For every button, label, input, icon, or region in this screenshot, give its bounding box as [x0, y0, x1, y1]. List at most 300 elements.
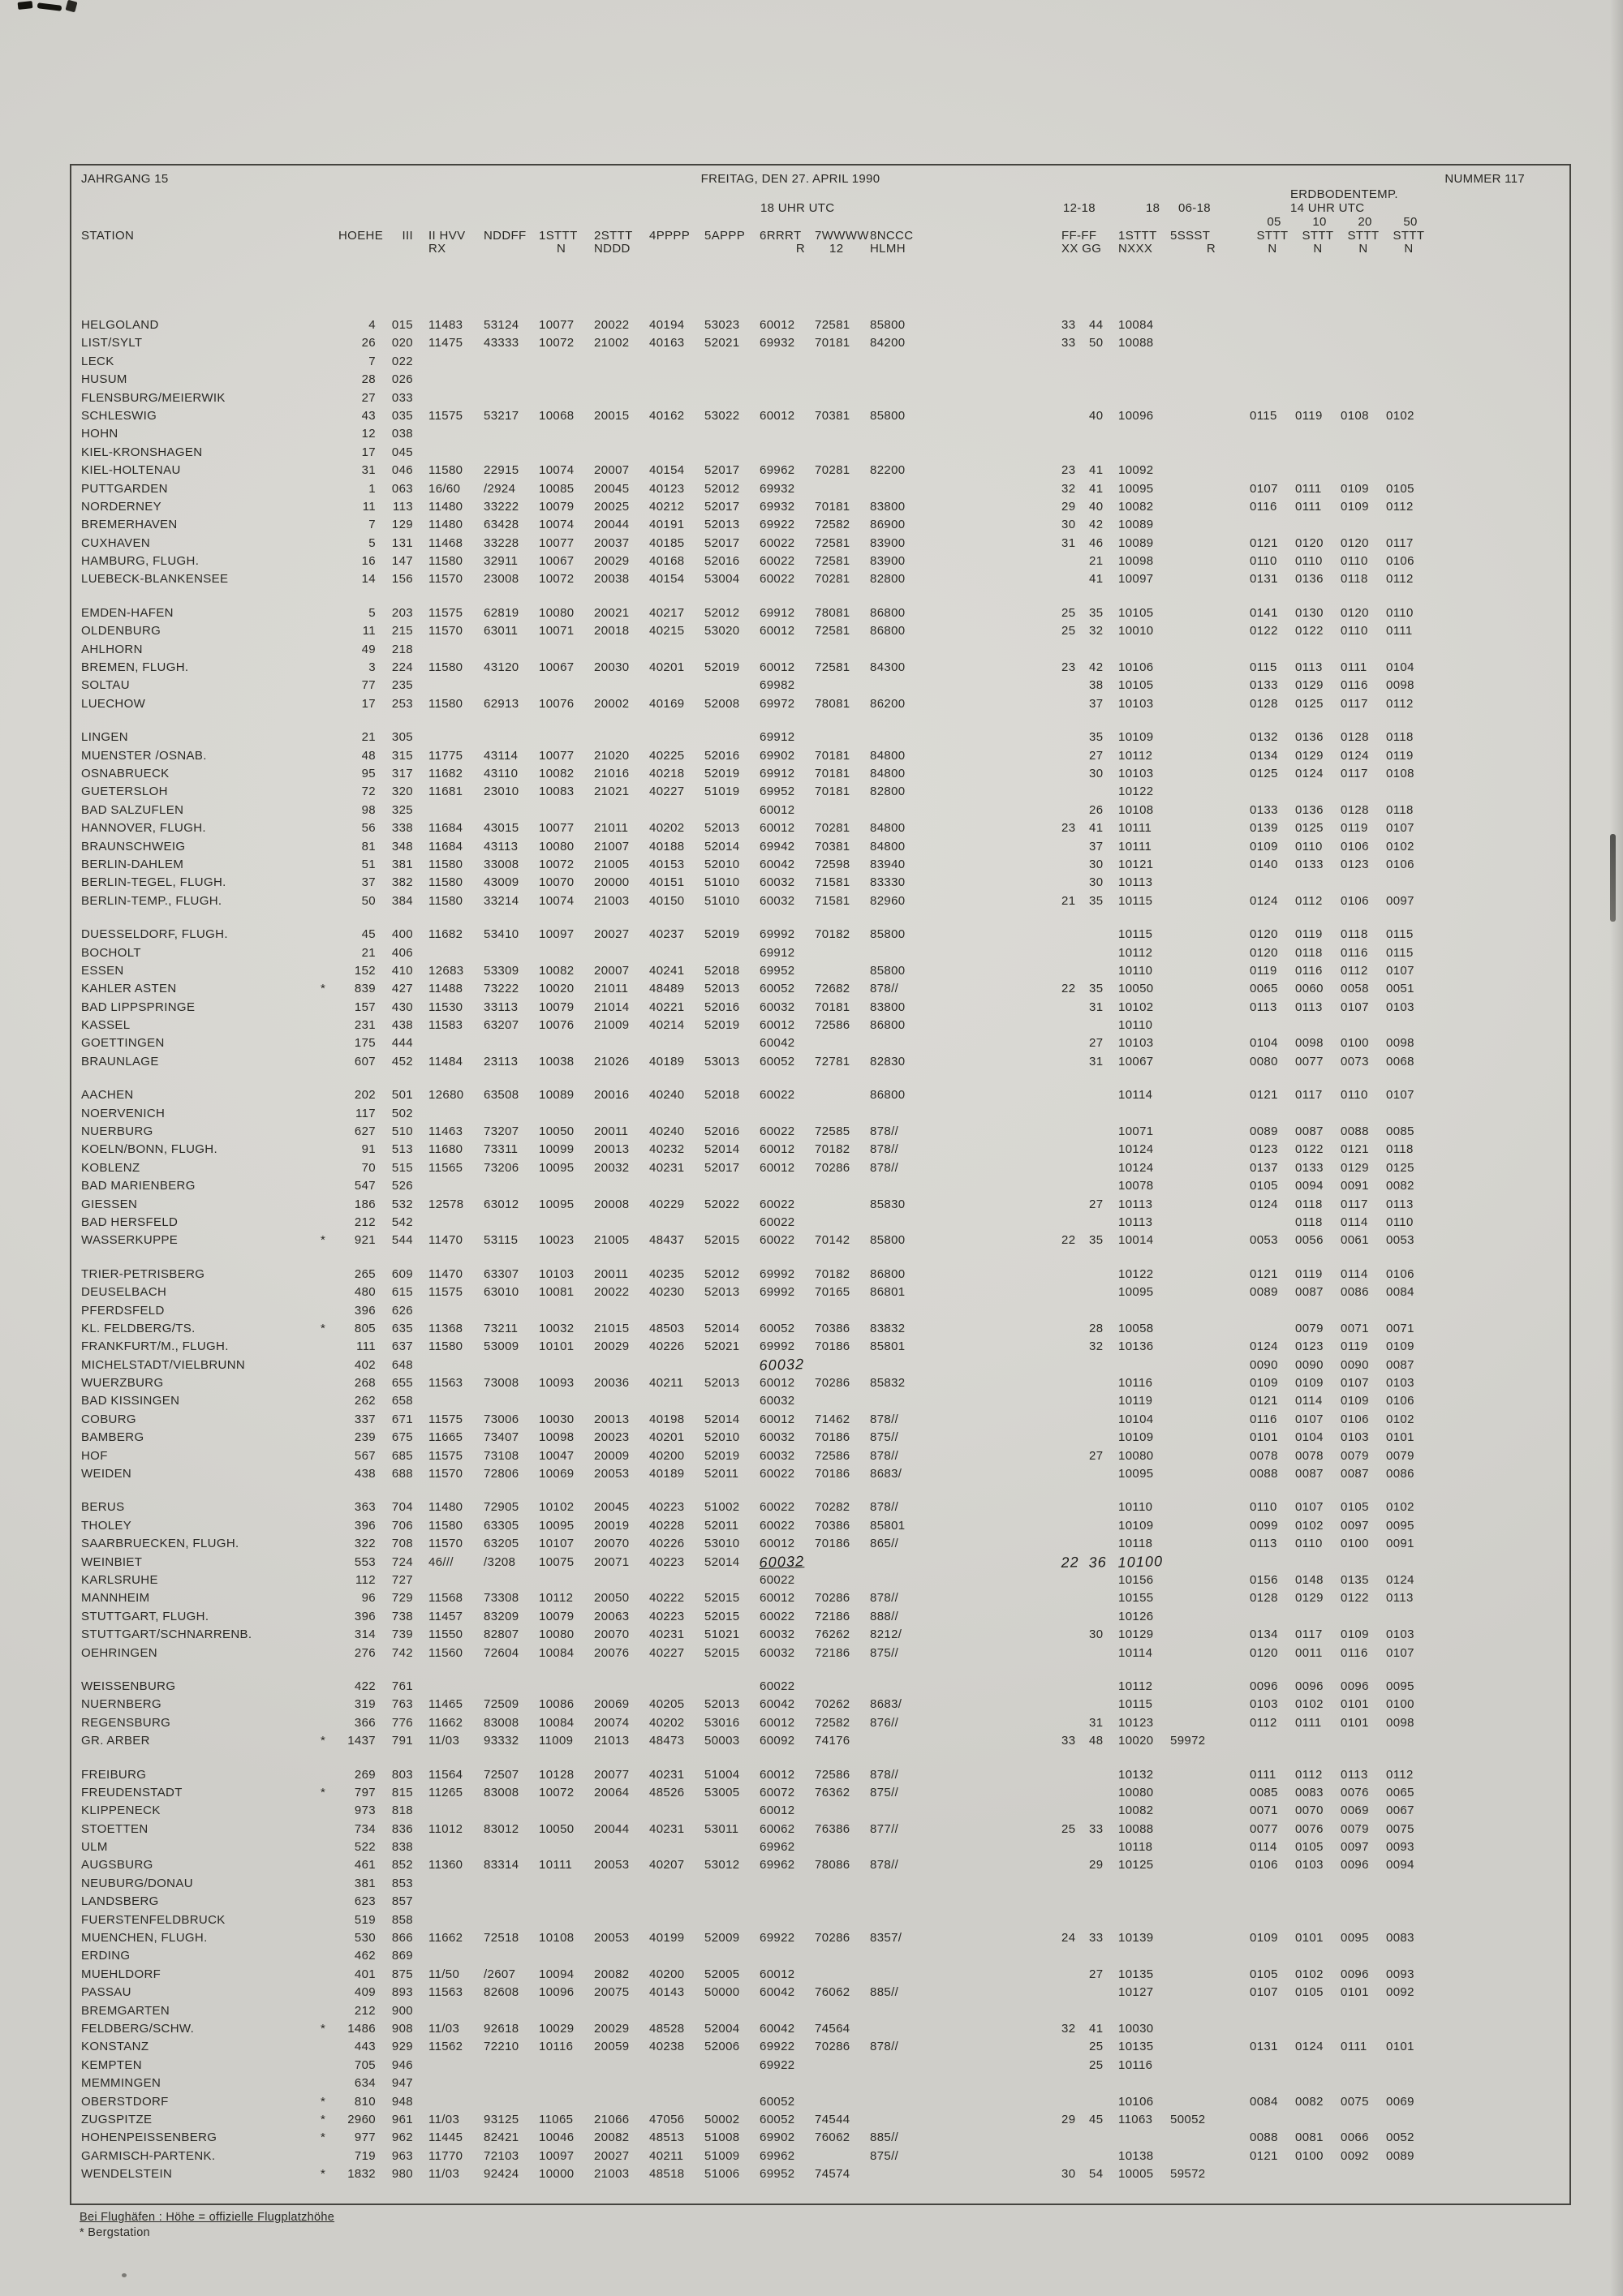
synop-group: 70281	[815, 572, 850, 587]
extra-group	[1170, 1517, 1220, 1535]
synop-group: 70181	[815, 748, 850, 763]
synop-group	[704, 2057, 760, 2075]
wind-ff: 30	[1061, 518, 1076, 532]
synop-group: 10050	[539, 1821, 575, 1836]
spacer	[1220, 1766, 1250, 1784]
synop-group: 53016	[704, 1715, 740, 1730]
bergstation-marker	[321, 243, 338, 256]
station-name: BAD HERSFELD	[81, 1215, 179, 1229]
spacer	[1220, 1554, 1250, 1572]
wind-ff	[1061, 1947, 1089, 1965]
spacer	[1220, 1696, 1250, 1713]
soil-temp	[1295, 425, 1341, 443]
synop-group: 71581	[815, 893, 850, 908]
synop-group	[704, 444, 760, 462]
synop-group	[428, 1105, 484, 1123]
synop-group	[815, 1572, 870, 1589]
station-id: 852	[391, 1858, 413, 1872]
wind-gg	[1089, 1357, 1118, 1374]
spacer	[413, 1017, 428, 1034]
station-height: 839	[354, 982, 376, 996]
soil-temp: 0076	[1341, 1785, 1369, 1799]
synop-group	[484, 444, 539, 462]
station-height: 462	[354, 1949, 376, 1963]
station-id: 742	[391, 1645, 413, 1660]
pressure-group: 10123	[1118, 1715, 1154, 1730]
extra-group	[1170, 926, 1220, 944]
pressure-group: 10089	[1118, 518, 1154, 532]
wind-ff	[1061, 407, 1089, 425]
station-height: 81	[361, 839, 376, 853]
station-name: MICHELSTADT/VIELBRUNN	[81, 1357, 246, 1372]
extra-group	[1170, 856, 1220, 874]
table-row	[81, 1608, 1431, 1626]
synop-group: 40223	[649, 1609, 685, 1623]
synop-group: 21016	[594, 766, 630, 780]
table-row	[81, 747, 1431, 765]
synop-group: 76262	[815, 1627, 850, 1642]
extra-group	[1170, 570, 1220, 588]
station-id: 836	[391, 1821, 413, 1836]
spacer	[925, 1017, 1061, 1034]
synop-group	[428, 1357, 484, 1374]
synop-group	[428, 1392, 484, 1410]
station-height: 21	[361, 945, 376, 960]
station-height: 530	[354, 1931, 376, 1946]
spacer	[925, 1086, 1061, 1104]
bergstation-marker	[321, 802, 338, 819]
synop-group	[484, 2075, 539, 2092]
depth-20-label: 20	[1358, 215, 1372, 229]
spacer	[925, 999, 1061, 1017]
table-row	[81, 1374, 1431, 1392]
synop-group: 11562	[428, 2040, 463, 2054]
soil-temp: 0120	[1295, 535, 1324, 550]
soil-temp: 0120	[1341, 535, 1369, 550]
soil-temp: 0089	[1250, 1285, 1278, 1300]
synop-group	[539, 1214, 594, 1232]
synop-group: 10072	[539, 857, 575, 871]
synop-group: 11570	[428, 624, 463, 638]
soil-temp: 0092	[1386, 1985, 1414, 2000]
spacer	[413, 1856, 428, 1874]
synop-group	[539, 729, 594, 746]
synop-group: 8683/	[870, 1467, 902, 1481]
synop-group: 20018	[594, 624, 630, 638]
table-row	[81, 1554, 1431, 1572]
synop-group: 60012	[760, 821, 795, 836]
extra-group	[1170, 316, 1220, 334]
synop-group: 69992	[760, 927, 795, 942]
spacer	[413, 1177, 428, 1195]
table-row	[81, 1447, 1431, 1465]
soil-temp: 0122	[1250, 624, 1278, 638]
synop-group	[484, 1105, 539, 1123]
station-name: FRANKFURT/M., FLUGH.	[81, 1339, 229, 1354]
soil-temp	[1250, 516, 1295, 534]
synop-group	[649, 2057, 704, 2075]
soil-temp: 0113	[1250, 1000, 1277, 1014]
soil-temp: 0065	[1250, 982, 1278, 996]
soil-temp: 0107	[1386, 1645, 1414, 1660]
soil-temp: 0111	[1295, 1715, 1322, 1730]
synop-group: 10094	[539, 1967, 575, 1981]
spacer	[1220, 1535, 1250, 1553]
soil-temp: 0110	[1250, 554, 1277, 569]
table-row	[81, 765, 1431, 783]
synop-group: 70181	[815, 499, 850, 514]
synop-group	[539, 1392, 594, 1410]
spacer	[925, 2002, 1061, 2020]
wind-gg	[1089, 1177, 1118, 1195]
synop-group: 10000	[539, 2167, 575, 2182]
wind-gg	[1089, 1875, 1118, 1893]
scan-smudge	[37, 2, 62, 11]
soil-temp: 0124	[1295, 766, 1324, 780]
synop-group	[539, 371, 594, 389]
soil-temp: 0106	[1250, 1858, 1278, 1872]
spacer	[925, 2148, 1061, 2165]
spacer	[925, 1498, 1061, 1516]
pressure-group: 10080	[1118, 1785, 1154, 1799]
wind-ff	[1061, 1177, 1089, 1195]
wind-gg	[1089, 243, 1118, 256]
soil-temp	[1250, 1554, 1295, 1572]
synop-group	[760, 1947, 815, 1965]
synop-group: 52021	[704, 1339, 740, 1354]
soil-temp: 0079	[1386, 1448, 1414, 1463]
soil-temp	[1341, 2002, 1386, 2020]
synop-group: 71462	[815, 1412, 850, 1426]
bergstation-marker	[321, 1411, 338, 1429]
soil-temp	[1386, 2165, 1431, 2183]
station-height: 27	[361, 390, 376, 405]
synop-group: 69962	[760, 463, 795, 478]
synop-group: 60052	[760, 2094, 795, 2109]
synop-group	[870, 729, 925, 746]
soil-temp: 0133	[1295, 857, 1324, 871]
synop-group	[594, 1105, 649, 1123]
synop-group: 70186	[815, 1467, 850, 1481]
synop-group: 11/03	[428, 1734, 460, 1748]
extra-group	[1170, 1589, 1220, 1607]
soil-temp	[1295, 1732, 1341, 1750]
synop-group: /2924	[484, 481, 516, 496]
soil-temp: 0106	[1341, 839, 1369, 853]
synop-group	[815, 1357, 870, 1374]
synop-group	[760, 1893, 815, 1911]
extra-group	[1170, 553, 1220, 570]
soil-temp: 0105	[1386, 481, 1414, 496]
synop-group: 10080	[539, 1627, 575, 1642]
synop-group: 20045	[594, 1500, 630, 1515]
soil-temp: 0098	[1386, 1715, 1414, 1730]
soil-temp	[1386, 2111, 1431, 2129]
soil-temp: 0125	[1250, 766, 1278, 780]
soil-temp: 0065	[1386, 1785, 1414, 1799]
synop-group: 10074	[539, 518, 575, 532]
synop-group	[704, 677, 760, 694]
bergstation-marker	[321, 729, 338, 746]
synop-group: 72509	[484, 1697, 519, 1712]
station-name: MEMMINGEN	[81, 2076, 161, 2091]
synop-group	[539, 677, 594, 694]
spacer	[1220, 1141, 1250, 1159]
station-name: KIEL-KRONSHAGEN	[81, 445, 203, 459]
synop-group: 85832	[870, 1376, 906, 1391]
station-name: GUETERSLOH	[81, 785, 168, 799]
synop-group: 83012	[484, 1821, 519, 1836]
wind-ff	[1061, 1338, 1089, 1356]
spacer	[1220, 1802, 1250, 1820]
synop-group	[649, 2075, 704, 2092]
extra-group	[1170, 2093, 1220, 2111]
synop-group: 52012	[704, 1266, 740, 1281]
synop-group	[484, 2093, 539, 2111]
soil-temp: 0134	[1250, 1627, 1278, 1642]
soil-temp: 0124	[1341, 748, 1369, 763]
bergstation-marker	[321, 407, 338, 425]
wind-gg	[1089, 962, 1118, 980]
extra-group	[1170, 1374, 1220, 1392]
station-height: 634	[354, 2076, 376, 2091]
soil-temp: 0098	[1295, 1036, 1324, 1051]
spacer	[925, 1893, 1061, 1911]
station-height: 49	[361, 642, 376, 656]
spacer	[413, 1196, 428, 1214]
synop-group: 85800	[870, 1233, 906, 1248]
spacer	[1220, 407, 1250, 425]
synop-group: 70381	[815, 839, 850, 853]
soil-temp: 0133	[1250, 678, 1278, 693]
pressure-group: 10092	[1118, 463, 1154, 478]
station-height: 973	[354, 1804, 376, 1818]
synop-group: 10072	[539, 572, 575, 587]
synop-group: 20070	[594, 1627, 630, 1642]
spacer	[413, 1357, 428, 1374]
synop-group	[704, 371, 760, 389]
pressure-group: 10104	[1118, 1412, 1154, 1426]
synop-group: 69922	[760, 518, 795, 532]
soil-temp: 0118	[1341, 572, 1368, 587]
soil-temp: 0134	[1250, 748, 1278, 763]
synop-group: 83832	[870, 1321, 906, 1335]
pressure-group: 10113	[1118, 1197, 1153, 1211]
soil-temp	[1341, 1911, 1386, 1929]
station-name: THOLEY	[81, 1518, 132, 1533]
pressure-group: 10105	[1118, 605, 1154, 620]
station-height: 17	[361, 445, 376, 459]
soil-temp: 0103	[1386, 1376, 1414, 1391]
synop-group: 10081	[539, 1285, 575, 1300]
synop-group	[428, 641, 484, 659]
spacer	[413, 1696, 428, 1713]
synop-group	[704, 389, 760, 407]
station-name: MUEHLDORF	[81, 1967, 161, 1981]
synop-group: 48473	[649, 1734, 685, 1748]
wind-ff	[1061, 1465, 1089, 1483]
soil-temp	[1250, 2020, 1295, 2038]
wind-ff	[1061, 1626, 1089, 1644]
synop-group: 40153	[649, 857, 685, 871]
station-id: 858	[391, 1912, 413, 1927]
synop-group	[649, 1034, 704, 1052]
spacer	[925, 1123, 1061, 1141]
spacer	[1220, 1984, 1250, 2001]
synop-group: 11684	[428, 839, 463, 853]
bergstation-marker	[321, 856, 338, 874]
synop-group: 21011	[594, 821, 629, 836]
wind-gg: 28	[1089, 1321, 1104, 1335]
synop-group: 21005	[594, 857, 630, 871]
group-gap	[81, 1483, 1431, 1498]
synop-group: 20021	[594, 605, 630, 620]
wind-ff: 23	[1061, 660, 1076, 675]
wind-gg: 45	[1089, 2112, 1104, 2126]
synop-group	[539, 802, 594, 819]
synop-group	[870, 2002, 925, 2020]
synop-group	[760, 1177, 815, 1195]
station-height: 112	[355, 1573, 376, 1587]
synop-group: 10079	[539, 1000, 575, 1014]
synop-group	[484, 1034, 539, 1052]
pressure-group: 10110	[1118, 1500, 1153, 1515]
soil-temp	[1386, 874, 1431, 892]
soil-temp: 0085	[1250, 1785, 1278, 1799]
synop-group: 20013	[594, 1142, 630, 1157]
table-row	[81, 498, 1431, 516]
station-name: OSNABRUECK	[81, 766, 170, 780]
synop-group	[428, 1177, 484, 1195]
bergstation-marker	[321, 1214, 338, 1232]
soil-temp	[1295, 462, 1341, 479]
bergstation-marker	[321, 1465, 338, 1483]
synop-group: /3208	[484, 1554, 516, 1569]
synop-group: 69912	[760, 730, 795, 745]
soil-temp	[1341, 462, 1386, 479]
synop-group: 11684	[428, 821, 463, 836]
station-name: GR. ARBER	[81, 1734, 150, 1748]
wind-gg	[1089, 1608, 1118, 1626]
station-id: 980	[391, 2167, 413, 2182]
spacer	[413, 1123, 428, 1141]
station-name: KOELN/BONN, FLUGH.	[81, 1142, 217, 1157]
synop-group	[428, 1802, 484, 1820]
wind-ff	[1061, 1517, 1089, 1535]
spacer	[1220, 1302, 1250, 1320]
extra-group	[1170, 1893, 1220, 1911]
soil-temp	[1341, 1608, 1386, 1626]
synop-group: 60012	[760, 1591, 795, 1606]
soil-temp	[1386, 462, 1431, 479]
spacer	[1220, 1053, 1250, 1071]
spacer	[413, 1283, 428, 1301]
station-id: 026	[391, 372, 413, 387]
synop-group: 20011	[594, 1266, 629, 1281]
synop-group: 11575	[428, 408, 463, 423]
pressure-group: 10113	[1118, 875, 1153, 890]
soil-temp: 0125	[1295, 696, 1324, 711]
soil-temp: 0069	[1341, 1804, 1369, 1818]
synop-group: 878//	[870, 1591, 899, 1606]
spacer	[925, 1947, 1061, 1965]
synop-group: 53217	[484, 408, 519, 423]
soil-temp	[1295, 1554, 1341, 1572]
synop-group: 72598	[815, 857, 850, 871]
table-row	[81, 1196, 1431, 1214]
pressure-group: 10124	[1118, 1142, 1154, 1157]
soil-temp: 0098	[1386, 678, 1414, 693]
station-name: GOETTINGEN	[81, 1036, 165, 1051]
soil-temp: 0053	[1250, 1233, 1278, 1248]
wind-ff: 21	[1061, 893, 1076, 908]
synop-group: 72507	[484, 1767, 519, 1782]
bergstation-marker	[321, 1266, 338, 1283]
table-row	[81, 1732, 1431, 1750]
synop-group	[870, 2020, 925, 2038]
synop-group: 10095	[539, 1197, 575, 1211]
station-id: 761	[391, 1679, 413, 1693]
soil-temp: 0115	[1386, 927, 1414, 942]
spacer	[1220, 2093, 1250, 2111]
spacer	[413, 1984, 428, 2001]
synop-group: 40201	[649, 660, 685, 675]
station-height: 366	[354, 1715, 376, 1730]
soil-temp: 0095	[1341, 1931, 1369, 1946]
synop-group: 10029	[539, 2021, 575, 2036]
table-row	[81, 677, 1431, 694]
station-height: 7	[368, 354, 376, 368]
soil-temp	[1341, 353, 1386, 371]
synop-group	[649, 1911, 704, 1929]
soil-temp: 0117	[1341, 696, 1368, 711]
soil-temp	[1250, 783, 1295, 801]
synop-group	[815, 1947, 870, 1965]
extra-group	[1170, 1678, 1220, 1696]
scan-smudge	[18, 1, 33, 10]
table-row	[81, 444, 1431, 462]
station-name: BERLIN-DAHLEM	[81, 857, 184, 871]
synop-group: 10099	[539, 1142, 575, 1157]
bergstation-marker	[321, 838, 338, 856]
synop-group: 48518	[649, 2167, 685, 2182]
wind-ff: 22	[1061, 1233, 1076, 1248]
station-height: 95	[361, 766, 376, 780]
spacer	[413, 802, 428, 819]
spacer	[413, 1535, 428, 1553]
synop-group: 878//	[870, 1500, 899, 1515]
synop-group	[649, 1893, 704, 1911]
synop-group: 70286	[815, 1376, 850, 1391]
pressure-group: 10121	[1118, 857, 1154, 871]
soil-temp	[1386, 1017, 1431, 1034]
spacer	[1220, 2038, 1250, 2056]
station-height: 461	[354, 1858, 376, 1872]
wind-ff	[1061, 1320, 1089, 1338]
pressure-group: 10112	[1118, 1679, 1153, 1693]
extra-group	[1170, 783, 1220, 801]
pressure-group	[1118, 353, 1170, 371]
spacer	[413, 2111, 428, 2129]
synop-group: 60012	[760, 1804, 795, 1818]
synop-group	[428, 1572, 484, 1589]
soil-temp: 0101	[1341, 1715, 1369, 1730]
station-height: 797	[354, 1785, 376, 1799]
synop-group: 85801	[870, 1339, 906, 1354]
synop-group: 52017	[704, 535, 740, 550]
synop-group: 11575	[428, 1448, 463, 1463]
synop-group: 21013	[594, 1734, 630, 1748]
